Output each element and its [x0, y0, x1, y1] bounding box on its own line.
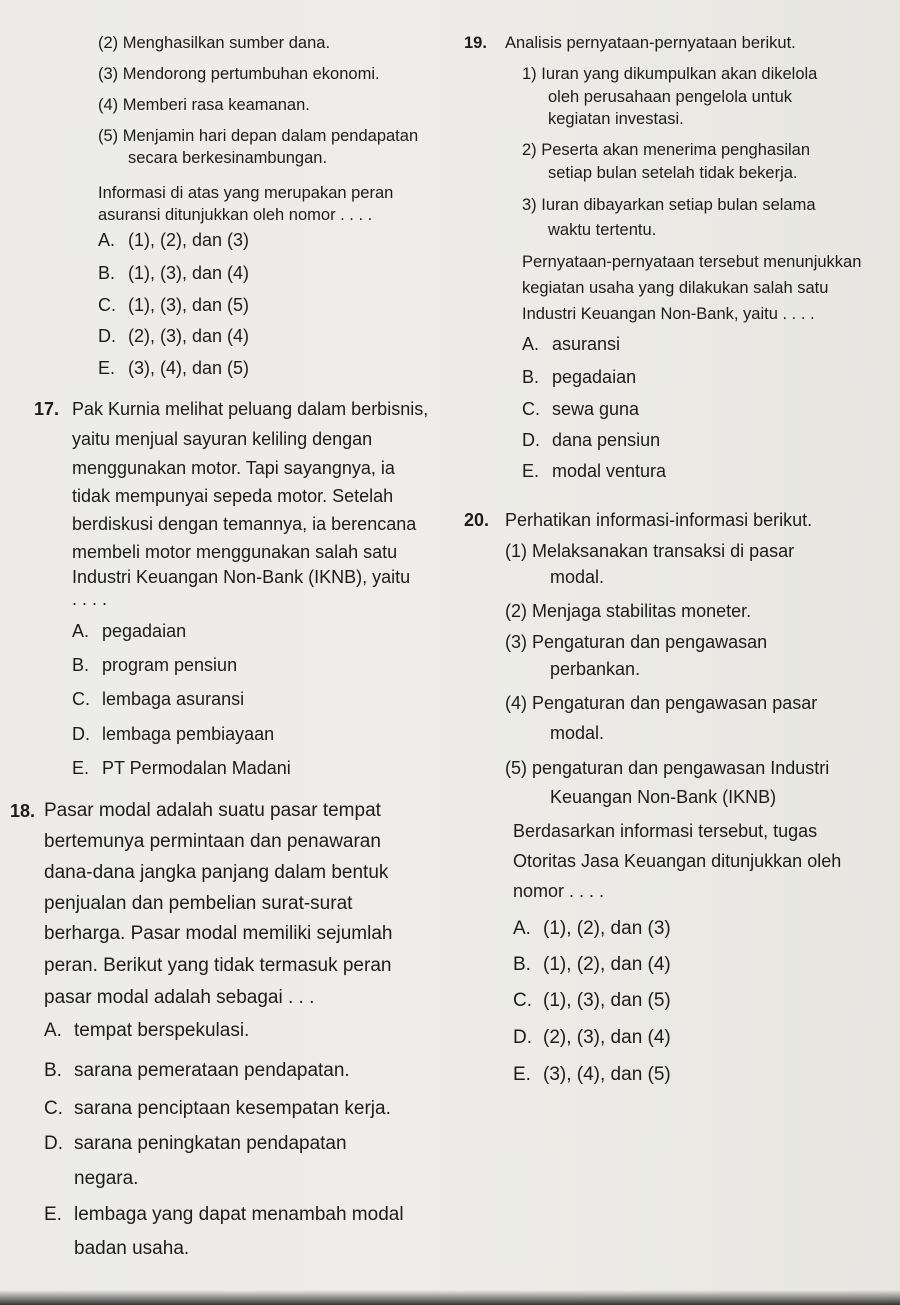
q17-option-e[interactable]: E. PT Permodalan Madani — [72, 758, 291, 778]
q18-stem-line-3: dana-dana jangka panjang dalam bentuk — [44, 862, 389, 883]
q17-option-d[interactable]: D. lembaga pembiayaan — [72, 724, 275, 744]
q19-statement-3: 3) Iuran dibayarkan setiap bulan selama — [522, 196, 816, 214]
q18-option-e[interactable]: E. lembaga yang dapat menambah modal — [44, 1204, 404, 1225]
q20-item-1-cont: modal. — [550, 567, 605, 587]
q20-item-4: (4) Pengaturan dan pengawasan pasar — [505, 693, 818, 713]
q20-item-5-cont: Keuangan Non-Bank (IKNB) — [550, 787, 777, 807]
q20-title: Perhatikan informasi-informasi berikut. — [505, 510, 813, 530]
q18-option-e-cont: badan usaha. — [74, 1238, 190, 1259]
q19-title: Analisis pernyataan-pernyataan berikut. — [505, 34, 796, 52]
q17-stem-line-6: membeli motor menggunakan salah satu — [72, 542, 398, 562]
q16-item-2: (2) Menghasilkan sumber dana. — [98, 34, 331, 52]
q19-option-b[interactable]: B. pegadaian — [522, 367, 637, 387]
q20-item-5: (5) pengaturan dan pengawasan Industri — [505, 758, 830, 778]
q16-item-5: (5) Menjamin hari depan dalam pendapatan — [98, 127, 419, 145]
q20-option-b[interactable]: B. (1), (2), dan (4) — [513, 954, 671, 975]
q20-item-3: (3) Pengaturan dan pengawasan — [505, 632, 768, 652]
q16-item-4: (4) Memberi rasa keamanan. — [98, 96, 310, 114]
q19-statement-2-cont: setiap bulan setelah tidak bekerja. — [548, 164, 798, 182]
q19-statement-1-cont-1: oleh perusahaan pengelola untuk — [548, 88, 793, 106]
q16-option-c[interactable]: C. (1), (3), dan (5) — [98, 295, 250, 315]
q20-option-a[interactable]: A. (1), (2), dan (3) — [513, 918, 671, 939]
q16-option-e[interactable]: E. (3), (4), dan (5) — [98, 358, 250, 378]
q17-stem-line-1: Pak Kurnia melihat peluang dalam berbisnis, — [72, 399, 429, 419]
q17-option-a[interactable]: A. pegadaian — [72, 621, 187, 641]
q19-statement-1-cont-2: kegiatan investasi. — [548, 110, 684, 128]
q19-option-d[interactable]: D. dana pensiun — [522, 430, 661, 450]
q16-item-3: (3) Mendorong pertumbuhan ekonomi. — [98, 65, 380, 83]
q18-stem-line-2: bertemunya permintaan dan penawaran — [44, 831, 381, 852]
q18-option-b[interactable]: B. sarana pemerataan pendapatan. — [44, 1060, 350, 1081]
q20-number: 20. — [464, 510, 490, 530]
q20-option-d[interactable]: D. (2), (3), dan (4) — [513, 1027, 671, 1048]
q18-stem-line-4: penjualan dan pembelian surat-surat — [44, 893, 353, 914]
q20-option-e[interactable]: E. (3), (4), dan (5) — [513, 1064, 671, 1085]
q20-item-1: (1) Melaksanakan transaksi di pasar — [505, 541, 795, 561]
q20-item-3-cont: perbankan. — [550, 659, 641, 679]
q17-stem-line-4: tidak mempunyai sepeda motor. Setelah — [72, 486, 394, 506]
q18-stem-line-7: pasar modal adalah sebagai . . . — [44, 987, 315, 1008]
q17-stem-line-2: yaitu menjual sayuran keliling dengan — [72, 429, 373, 449]
q20-stem-line-3: nomor . . . . — [513, 881, 605, 901]
q18-stem-line-6: peran. Berikut yang tidak termasuk peran — [44, 955, 392, 976]
q16-stem-line-2: asuransi ditunjukkan oleh nomor . . . . — [98, 206, 373, 224]
q17-stem-line-3: menggunakan motor. Tapi sayangnya, ia — [72, 458, 395, 478]
q16-item-5-cont: secara berkesinambungan. — [128, 149, 328, 167]
q20-stem-line-1: Berdasarkan informasi tersebut, tugas — [513, 821, 818, 841]
q19-option-e[interactable]: E. modal ventura — [522, 461, 667, 481]
q19-statement-2: 2) Peserta akan menerima penghasilan — [522, 141, 811, 159]
q17-number: 17. — [34, 399, 60, 419]
q19-stem-line-1: Pernyataan-pernyataan tersebut menunjukkan — [522, 253, 862, 271]
q17-stem-line-7: Industri Keuangan Non-Bank (IKNB), yaitu — [72, 567, 411, 587]
q18-option-c[interactable]: C. sarana penciptaan kesempatan kerja. — [44, 1098, 391, 1119]
q20-option-c[interactable]: C. (1), (3), dan (5) — [513, 990, 671, 1011]
q16-option-b[interactable]: B. (1), (3), dan (4) — [98, 263, 250, 283]
q19-stem-line-3: Industri Keuangan Non-Bank, yaitu . . . . — [522, 305, 815, 323]
q19-option-a[interactable]: A. asuransi — [522, 334, 621, 354]
q19-number: 19. — [464, 34, 487, 52]
q19-statement-1: 1) Iuran yang dikumpulkan akan dikelola — [522, 65, 818, 83]
q17-option-b[interactable]: B. program pensiun — [72, 655, 238, 675]
q19-option-c[interactable]: C. sewa guna — [522, 399, 640, 419]
q17-stem-line-8: . . . . — [72, 589, 108, 609]
q17-stem-line-5: berdiskusi dengan temannya, ia berencana — [72, 514, 417, 534]
q20-item-2: (2) Menjaga stabilitas moneter. — [505, 601, 752, 621]
q18-number: 18. — [10, 801, 36, 821]
q16-option-a[interactable]: A. (1), (2), dan (3) — [98, 230, 250, 250]
q18-option-a[interactable]: A. tempat berspekulasi. — [44, 1020, 250, 1041]
q16-option-d[interactable]: D. (2), (3), dan (4) — [98, 326, 250, 346]
q19-statement-3-cont: waktu tertentu. — [548, 221, 657, 239]
q17-option-c[interactable]: C. lembaga asuransi — [72, 689, 245, 709]
q20-item-4-cont: modal. — [550, 723, 605, 743]
q18-option-d[interactable]: D. sarana peningkatan pendapatan — [44, 1133, 347, 1154]
q18-stem-line-1: Pasar modal adalah suatu pasar tempat — [44, 800, 381, 821]
q20-stem-line-2: Otoritas Jasa Keuangan ditunjukkan oleh — [513, 851, 842, 871]
q19-stem-line-2: kegiatan usaha yang dilakukan salah satu — [522, 279, 829, 297]
page-bottom-shadow — [0, 1290, 900, 1305]
q16-stem-line-1: Informasi di atas yang merupakan peran — [98, 184, 394, 202]
q18-stem-line-5: berharga. Pasar modal memiliki sejumlah — [44, 923, 393, 944]
q18-option-d-cont: negara. — [74, 1168, 139, 1189]
